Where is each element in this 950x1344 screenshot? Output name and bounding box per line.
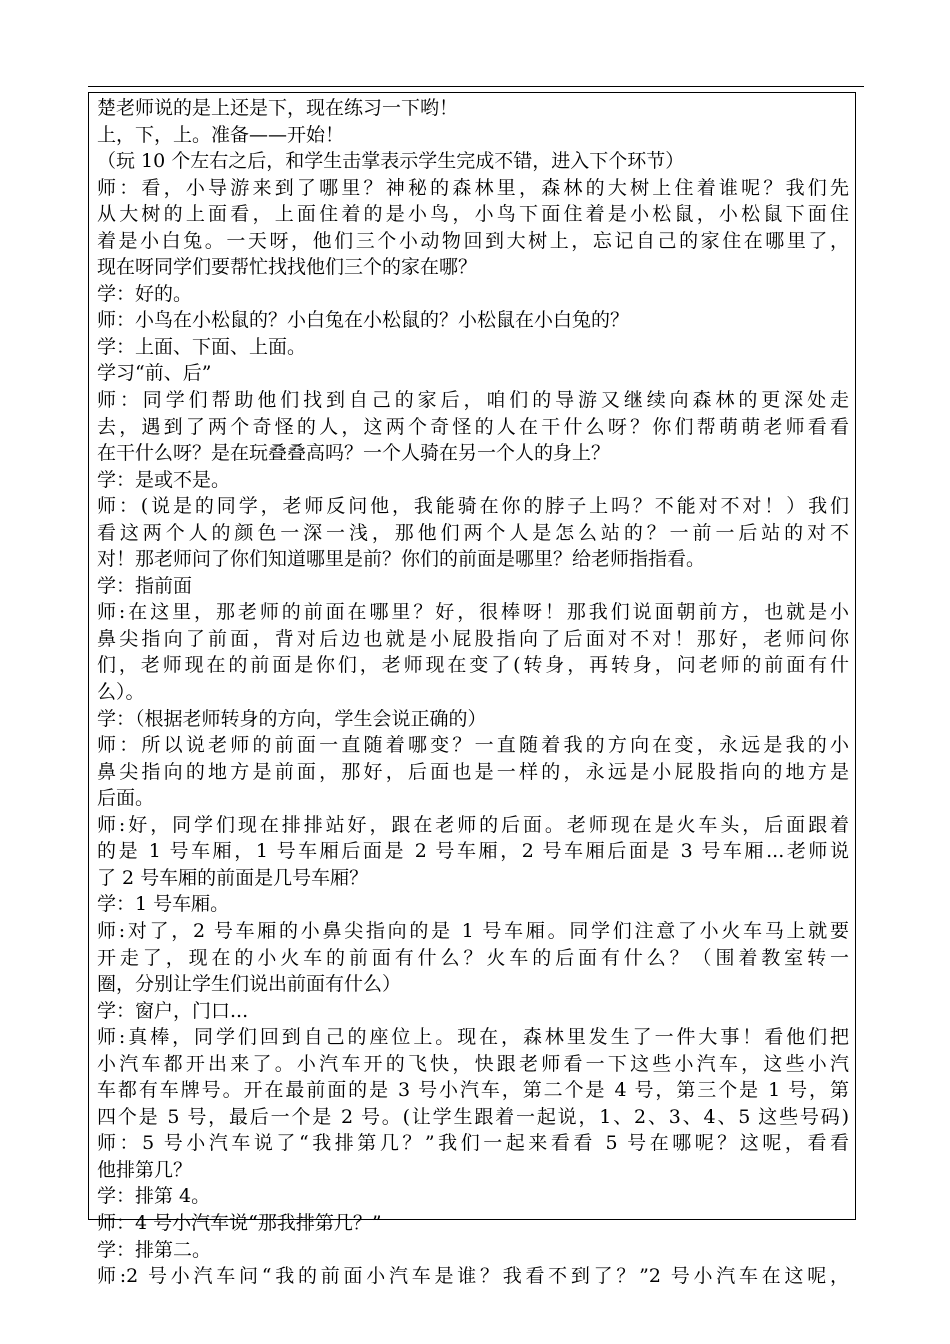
- text-line: 师:对了，2 号车厢的小鼻尖指向的是 1 号车厢。同学们注意了小火车马上就要: [97, 919, 849, 942]
- text-line: 鼻尖指向了前面，背对后边也就是小屁股指向了后面对不对！那好，老师问你: [97, 627, 849, 650]
- text-line: 鼻尖指向的地方是前面，那好，后面也是一样的，永远是小屁股指向的地方是: [97, 760, 849, 783]
- text-line: 楚老师说的是上还是下，现在练习一下哟！: [97, 97, 459, 119]
- lesson-content-cell: [88, 92, 856, 1288]
- text-line: 师：5 号小汽车说了“我排第几？”我们一起来看看 5 号在哪呢？这呢，看看: [97, 1132, 849, 1155]
- text-line: 去，遇到了两个奇怪的人，这两个奇怪的人在干什么呀？你们帮萌萌老师看看: [97, 415, 849, 438]
- text-line: 师：(说是的同学，老师反问他，我能骑在你的脖子上吗？不能对不对！）我们: [97, 495, 849, 518]
- text-line: 学：上面、下面、上面。: [97, 335, 307, 358]
- text-line: 学：好的。: [97, 282, 193, 305]
- text-line: 学：是或不是。: [97, 468, 231, 491]
- text-line: 着是小白兔。一天呀，他们三个小动物回到大树上，忘记自己的家住在哪里了，: [97, 229, 849, 252]
- text-line: 他排第几？: [97, 1158, 193, 1181]
- text-line: 学：排第 4。: [97, 1185, 211, 1208]
- text-line: 师：同学们帮助他们找到自己的家后，咱们的导游又继续向森林的更深处走: [97, 389, 849, 412]
- text-line: 学：排第二。: [97, 1238, 212, 1261]
- text-line: 学：指前面: [97, 574, 193, 597]
- text-line: 从大树的上面看，上面住着的是小鸟，小鸟下面住着是小松鼠，小松鼠下面住: [97, 203, 849, 226]
- text-line: 的是 1 号车厢，1 号车厢后面是 2 号车厢，2 号车厢后面是 3 号车厢...老师说: [97, 840, 849, 863]
- text-line: 圈，分别让学生们说出前面有什么）: [97, 973, 402, 996]
- text-line: 师:真棒，同学们回到自己的座位上。现在，森林里发生了一件大事！看他们把: [97, 1026, 849, 1049]
- text-line: 上，下，上。准备——开始！: [97, 123, 345, 146]
- text-line: 对！那老师问了你们知道哪里是前？你们的前面是哪里？给老师指指看。: [97, 548, 706, 571]
- text-line: 在干什么呀？是在玩叠叠高吗？一个人骑在另一个人的身上？: [97, 442, 611, 465]
- text-line: 学：窗户，门口...: [97, 999, 249, 1022]
- text-line: 小汽车都开出来了。小汽车开的飞快，快跟老师看一下这些小汽车，这些小汽: [97, 1052, 849, 1075]
- text-line: 师:2 号小汽车问“我的前面小汽车是谁？我看不到了？”2 号小汽车在这呢，: [97, 1265, 849, 1288]
- text-line: 了 2 号车厢的前面是几号车厢？: [97, 866, 369, 889]
- text-line: 车都有车牌号。开在最前面的是 3 号小汽车，第二个是 4 号，第三个是 1 号，第: [97, 1079, 849, 1102]
- text-line: 开走了，现在的小火车的前面有什么？火车的后面有什么？（围着教室转一: [97, 946, 849, 969]
- text-line: 学习“前、后”: [97, 362, 212, 385]
- text-line: 学：1 号车厢。: [97, 893, 230, 916]
- text-line: 师：所以说老师的前面一直随着哪变？一直随着我的方向在变，永远是我的小: [97, 734, 849, 757]
- header-rule: [88, 86, 864, 87]
- text-line: （玩 10 个左右之后，和学生击掌表示学生完成不错，进入下个环节）: [97, 150, 685, 173]
- text-line: 师：看，小导游来到了哪里？神秘的森林里，森林的大树上住着谁呢？我们先: [97, 176, 849, 199]
- text-line: 现在呀同学们要帮忙找找他们三个的家在哪？: [97, 256, 478, 279]
- text-line: 们，老师现在的前面是你们，老师现在变了(转身，再转身，问老师的前面有什: [97, 654, 849, 677]
- text-line: 看这两个人的颜色一深一浅，那他们两个人是怎么站的？一前一后站的对不: [97, 521, 849, 544]
- text-line: 师:在这里，那老师的前面在哪里？好，很棒呀！那我们说面朝前方，也就是小: [97, 601, 849, 624]
- text-line: 四个是 5 号，最后一个是 2 号。(让学生跟着一起说，1、2、3、4、5 这些号码): [97, 1105, 849, 1128]
- text-line: 师：小鸟在小松鼠的？小白兔在小松鼠的？小松鼠在小白兔的？: [97, 309, 630, 332]
- text-line: 么）。: [97, 681, 145, 704]
- text-line: 学：（根据老师转身的方向，学生会说正确的）: [97, 707, 487, 730]
- text-line: 师:好，同学们现在排排站好，跟在老师的后面。老师现在是火车头，后面跟着: [97, 813, 849, 836]
- text-line: 后面。: [97, 787, 155, 810]
- text-line: 师：4 号小汽车说“那我排第几？”: [97, 1211, 382, 1234]
